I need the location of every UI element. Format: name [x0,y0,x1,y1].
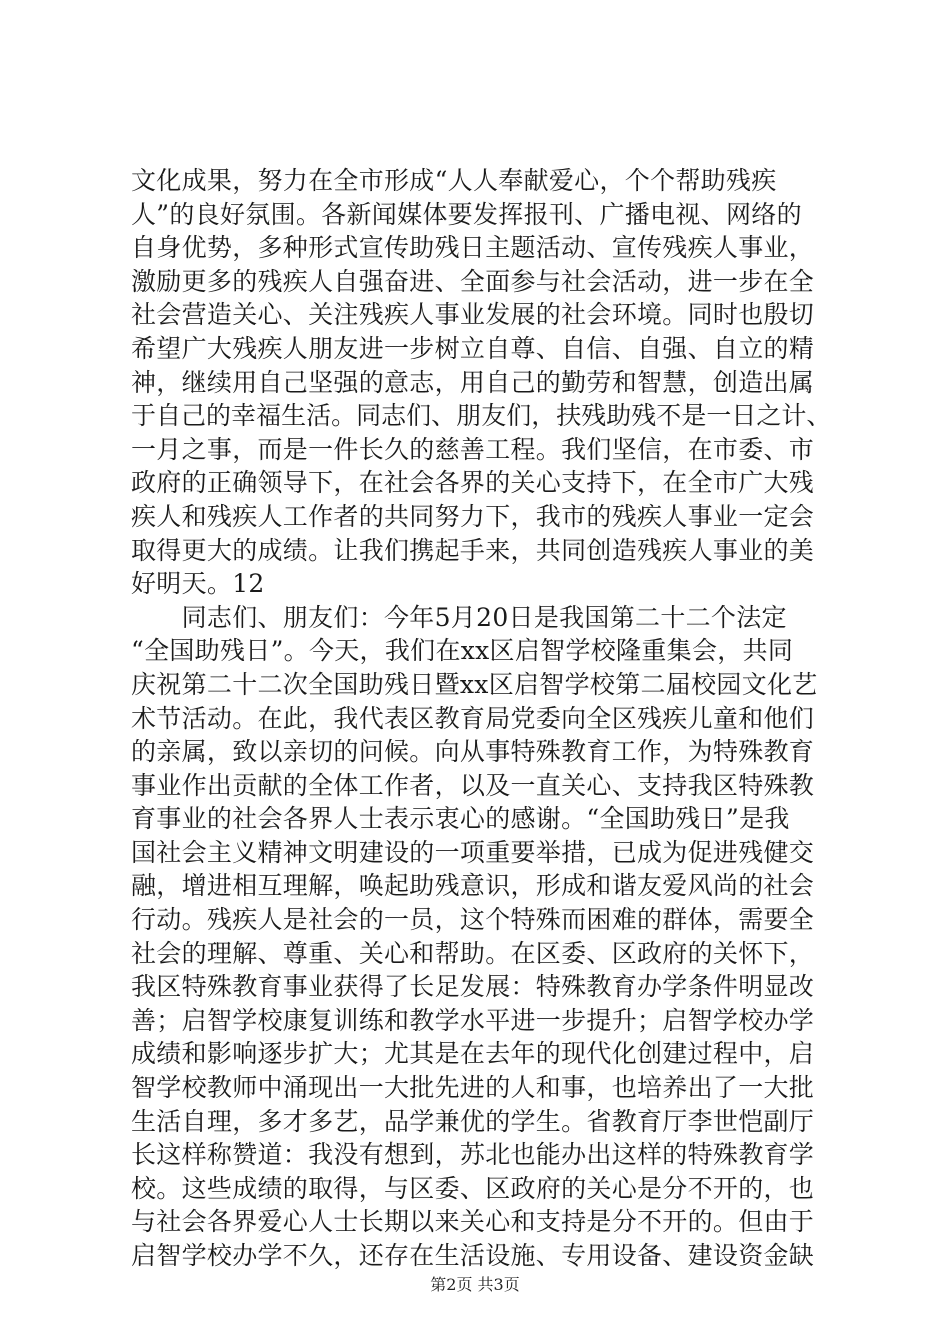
text-line: 善；启智学校康复训练和教学水平进一步提升；启智学校办学 [131,1005,815,1035]
text-line: 生活自理，多才多艺，品学兼优的学生。省教育厅李世恺副厅 [131,1106,815,1136]
text-line: 神，继续用自己坚强的意志，用自己的勤劳和智慧，创造出属 [131,367,815,397]
page-footer: 第2页 共3页 [430,1275,520,1294]
text-line: 一月之事，而是一件长久的慈善工程。我们坚信，在市委、市 [131,434,815,464]
text-line: 智学校教师中涌现出一大批先进的人和事，也培养出了一大批 [131,1073,815,1103]
text-line: 自身优势，多种形式宣传助残日主题活动、宣传残疾人事业， [131,233,815,263]
text-line: 于自己的幸福生活。同志们、朋友们，扶残助残不是一日之计、 [131,401,832,431]
text-line: 与社会各界爱心人士长期以来关心和支持是分不开的。但由于 [131,1207,815,1237]
text-line: 育事业的社会各界人士表示衷心的感谢。“全国助残日”是我 [131,804,790,834]
text-line: 社会的理解、尊重、关心和帮助。在区委、区政府的关怀下， [131,938,815,968]
text-line: 长这样称赞道：我没有想到，苏北也能办出这样的特殊教育学 [131,1140,815,1170]
text-line: 希望广大残疾人朋友进一步树立自尊、自信、自强、自立的精 [131,333,815,363]
text-line: 的亲属，致以亲切的问候。向从事特殊教育工作，为特殊教育 [131,737,815,767]
text-line: 事业作出贡献的全体工作者，以及一直关心、支持我区特殊教 [131,770,815,800]
text-line: 社会营造关心、关注残疾人事业发展的社会环境。同时也殷切 [131,300,815,330]
text-line: 启智学校办学不久，还存在生活设施、专用设备、建设资金缺 [131,1241,815,1270]
text-line: 校。这些成绩的取得，与区委、区政府的关心是分不开的，也 [131,1173,815,1203]
document-body [131,164,831,1273]
text-line: 我区特殊教育事业获得了长足发展：特殊教育办学条件明显改 [131,972,815,1002]
text-line: 取得更大的成绩。让我们携起手来，共同创造残疾人事业的美 [131,535,815,565]
text-line: 疾人和残疾人工作者的共同努力下，我市的残疾人事业一定会 [131,501,815,531]
text-line: 行动。残疾人是社会的一员，这个特殊而困难的群体，需要全 [131,905,815,935]
text-line: 融，增进相互理解，唤起助残意识，形成和谐友爱风尚的社会 [131,871,815,901]
text-line: 国社会主义精神文明建设的一项重要举措，已成为促进残健交 [131,837,815,867]
text-line: 人”的良好氛围。各新闻媒体要发挥报刊、广播电视、网络的 [131,199,802,229]
text-line: 术节活动。在此，我代表区教育局党委向全区残疾儿童和他们 [131,703,815,733]
text-line: 好明天。12 [131,569,265,599]
text-line: “全国助残日”。今天，我们在xx区启智学校隆重集会，共同 [131,636,794,666]
text-line: 同志们、朋友们：今年5月20日是我国第二十二个法定 [131,602,787,632]
text-line: 庆祝第二十二次全国助残日暨xx区启智学校第二届校园文化艺 [131,669,818,699]
text-line: 政府的正确领导下，在社会各界的关心支持下，在全市广大残 [131,468,815,498]
text-line: 激励更多的残疾人自强奋进、全面参与社会活动，进一步在全 [131,266,815,296]
text-line: 文化成果，努力在全市形成“人人奉献爱心，个个帮助残疾 [131,166,777,195]
text-line: 成绩和影响逐步扩大；尤其是在去年的现代化创建过程中，启 [131,1039,815,1069]
